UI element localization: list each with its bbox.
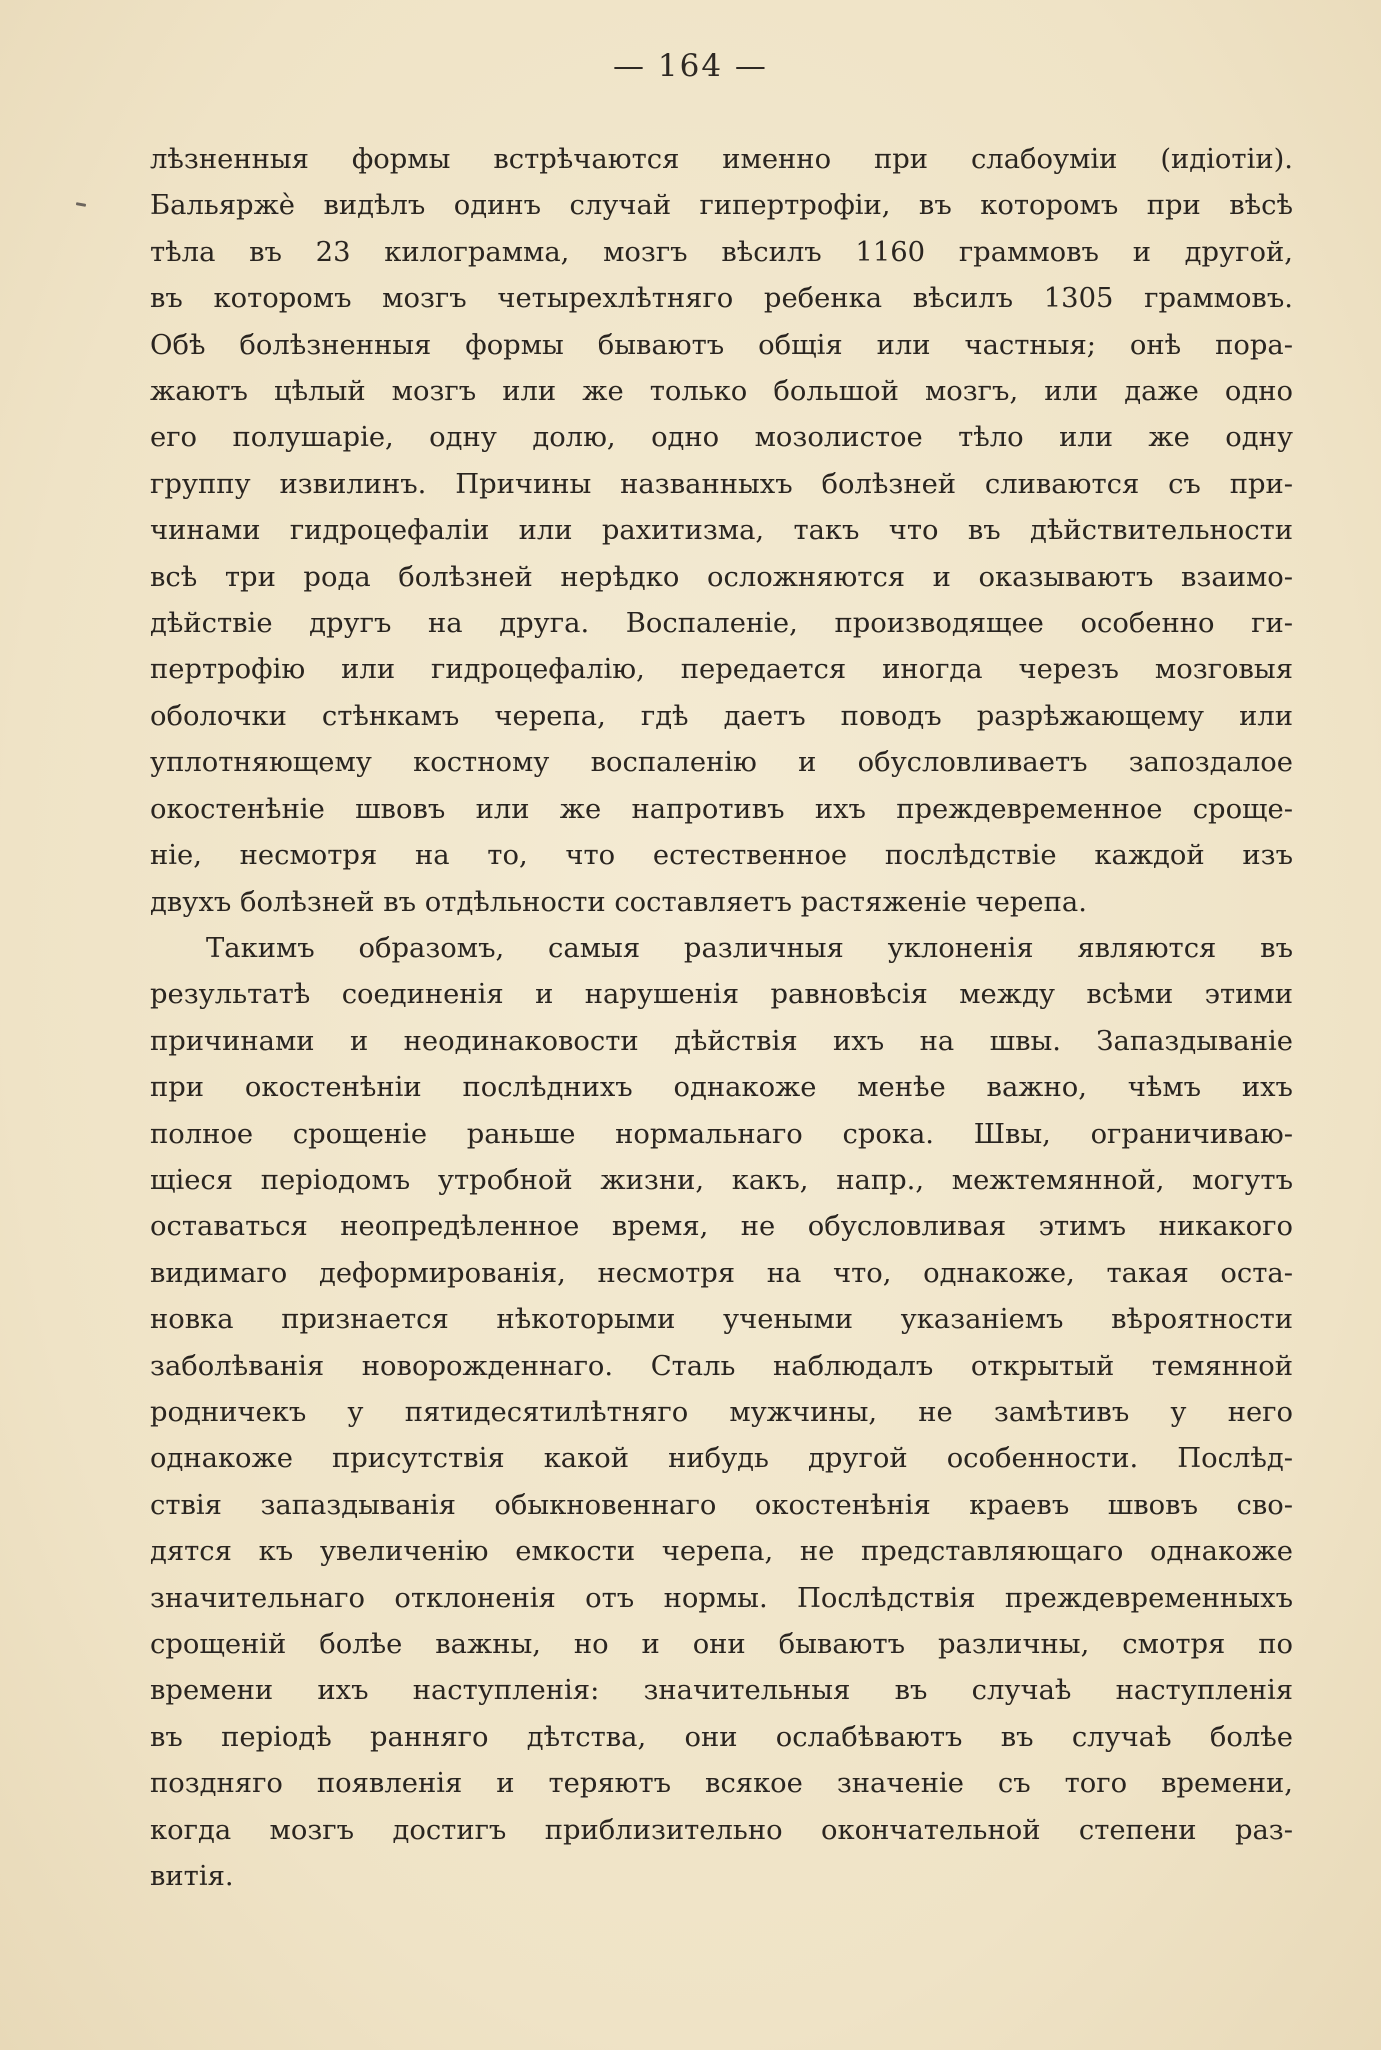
text-line: когда мозгъ достигъ приблизительно окончательной степени раз- [150, 1814, 1293, 1846]
text-line: лѣзненныя формы встрѣчаются именно при слабоуміи (идіотіи). [150, 144, 1293, 175]
text-line: дятся къ увеличенію емкости черепа, не представляющаго однакоже [150, 1536, 1293, 1568]
text-line: Такимъ образомъ, самыя различныя уклоненія являются въ [206, 932, 1293, 964]
text-line: ніе, несмотря на то, что естественное послѣдствіе каждой изъ [150, 840, 1293, 872]
text-line: ствія запаздыванія обыкновеннаго окостенѣнія краевъ швовъ сво- [150, 1489, 1293, 1521]
text-line: полное срощеніе раньше нормальнаго срока. Швы, ограничиваю- [150, 1118, 1293, 1150]
text-line: значительнаго отклоненія отъ нормы. Послѣдствія преждевременныхъ [150, 1582, 1293, 1614]
text-line: однакоже присутствія какой нибудь другой особенности. Послѣд- [150, 1443, 1293, 1475]
text-line: уплотняющему костному воспаленію и обусловливаетъ запоздалое [150, 747, 1293, 779]
text-line: дѣйствіе другъ на друга. Воспаленіе, производящее особенно ги- [150, 608, 1293, 640]
text-line: результатѣ соединенія и нарушенія равновѣсія между всѣми этими [150, 979, 1293, 1011]
text-line: Обѣ болѣзненныя формы бываютъ общія или частныя; онѣ пора- [150, 329, 1293, 361]
text-line: двухъ болѣзней въ отдѣльности составляетъ растяженіе черепа. [150, 886, 1087, 918]
text-line: витія. [150, 1861, 234, 1893]
text-line: времени ихъ наступленія: значительныя въ случаѣ наступленія [150, 1675, 1293, 1707]
text-line: видимаго деформированія, несмотря на что, однакоже, такая оста- [150, 1257, 1293, 1289]
text-line: оставаться неопредѣленное время, не обусловливая этимъ никакого [150, 1211, 1293, 1243]
text-line: пертрофію или гидроцефалію, передается иногда черезъ мозговыя [150, 654, 1293, 686]
text-line: въ которомъ мозгъ четырехлѣтняго ребенка вѣсилъ 1305 граммовъ. [150, 283, 1293, 315]
text-line: заболѣванія новорожденнаго. Сталь наблюдалъ открытый темянной [150, 1350, 1293, 1382]
text-line: новка признается нѣкоторыми учеными указаніемъ вѣроятности [150, 1304, 1293, 1336]
text-line: его полушаріе, одну долю, одно мозолистое тѣло или же одну [150, 422, 1293, 454]
text-line: въ періодѣ ранняго дѣтства, они ослабѣваютъ въ случаѣ болѣе [150, 1721, 1293, 1753]
text-line: оболочки стѣнкамъ черепа, гдѣ даетъ поводъ разрѣжающему или [150, 700, 1293, 732]
paragraph-1 [150, 137, 1293, 926]
page-number: — 164 — [613, 48, 768, 84]
text-line: срощеній болѣе важны, но и они бываютъ различны, смотря по [150, 1629, 1293, 1660]
body-text [150, 137, 1293, 1900]
text-line: группу извилинъ. Причины названныхъ болѣзней сливаются съ при- [150, 468, 1293, 500]
text-line: тѣла въ 23 килограмма, мозгъ вѣсилъ 1160 граммовъ и другой, [150, 236, 1293, 268]
text-line: всѣ три рода болѣзней нерѣдко осложняются и оказываютъ взаимо- [150, 561, 1293, 593]
text-line: поздняго появленія и теряютъ всякое значеніе съ того времени, [150, 1768, 1293, 1800]
text-line: чинами гидроцефаліи или рахитизма, такъ что въ дѣйствительности [150, 515, 1293, 547]
text-line: родничекъ у пятидесятилѣтняго мужчины, не замѣтивъ у него [150, 1396, 1293, 1428]
text-line: причинами и неодинаковости дѣйствія ихъ на швы. Запаздываніе [150, 1025, 1293, 1057]
text-line: окостенѣніе швовъ или же напротивъ ихъ преждевременное сроще- [150, 793, 1293, 825]
text-line: Бальяржѐ видѣлъ одинъ случай гипертрофіи, въ которомъ при вѣсѣ [150, 190, 1293, 222]
text-line: при окостенѣніи послѣднихъ однакоже менѣе важно, чѣмъ ихъ [150, 1072, 1293, 1104]
text-line: щіеся періодомъ утробной жизни, какъ, напр., межтемянной, могутъ [150, 1164, 1293, 1196]
paragraph-2 [150, 926, 1293, 1901]
margin-mark [76, 202, 86, 207]
text-line: жаютъ цѣлый мозгъ или же только большой мозгъ, или даже одно [150, 376, 1293, 408]
